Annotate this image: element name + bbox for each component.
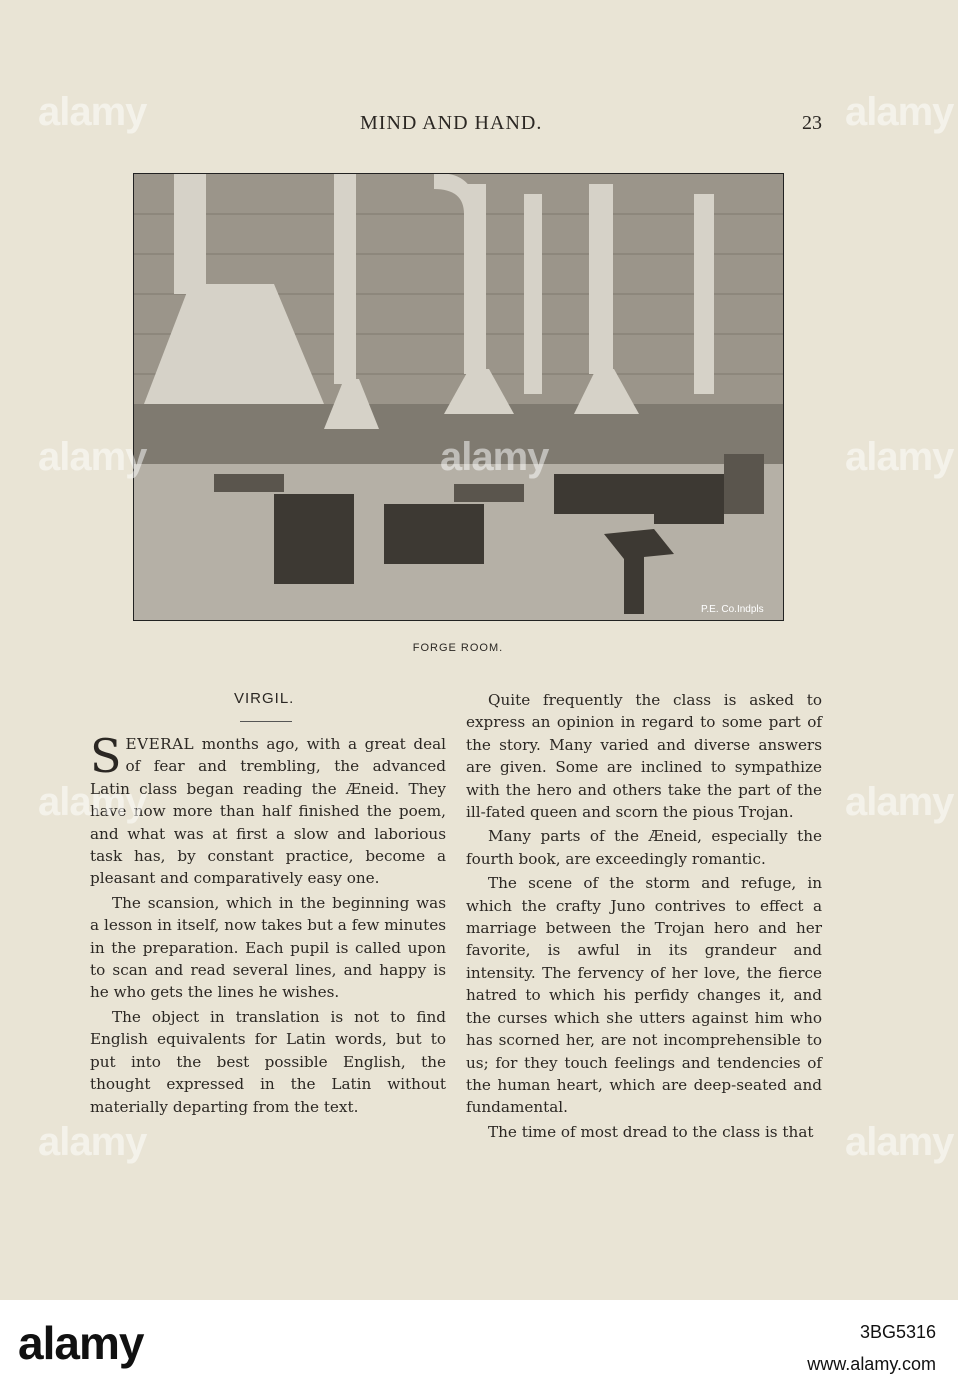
article-title: VIRGIL. <box>234 690 295 707</box>
watermark: alamy <box>845 1120 954 1164</box>
paragraph: Many parts of the Æneid, especially the fourth book, are exceedingly romantic. <box>466 827 822 868</box>
alamy-logo: alamy <box>18 1317 144 1369</box>
opening-words: EVERAL <box>125 735 195 753</box>
paragraph-text: months ago, with a great deal of fear and trembling, the advanced Latin class began reading the Æneid. They have now more than half finished the poem, and what was at first a slow and laborious task has, by constant practice, become a pleasant and comparatively easy one. <box>90 735 446 888</box>
page-number: 23 <box>802 112 822 134</box>
watermark: alamy <box>440 435 549 479</box>
watermark: alamy <box>38 780 147 824</box>
watermark: alamy <box>845 90 954 134</box>
paragraph: The scene of the storm and refuge, in which the crafty Juno contrives to effect a marriage between the Trojan hero and her favorite, is awful in its grandeur and intensity. The fervency of her love, the fierce hatred to which his perfidy changes it, and the curses which she utters against him who has scorned her, are not incomprehensible to us; for they touch feelings and tendencies of the human heart, which are deep-seated and fundamental. <box>466 874 822 1117</box>
title-rule <box>240 721 292 722</box>
watermark: alamy <box>38 435 147 479</box>
drop-cap: S <box>90 729 122 783</box>
paragraph: The time of most dread to the class is that <box>488 1122 814 1141</box>
running-title: MIND AND HAND. <box>360 112 543 134</box>
figure-caption: FORGE ROOM. <box>412 642 504 654</box>
watermark: alamy <box>38 90 147 134</box>
forge-room-photo <box>133 173 784 621</box>
right-column <box>466 689 822 1143</box>
paragraph: The scansion, which in the beginning was a lesson in itself, now takes but a few minutes in the preparation. Each pupil is called upon to scan and read several lines, and happy is he who gets the lines he wishes. <box>90 893 446 1002</box>
paragraph: The object in translation is not to find English equivalents for Latin words, but to put into the best possible English, the thought expressed in the Latin without materially departing from the text. <box>90 1007 446 1116</box>
photo-credit: P.E. Co.Indpls <box>701 604 764 615</box>
watermark: alamy <box>38 1120 147 1164</box>
site-url: www.alamy.com <box>807 1354 936 1374</box>
forge-room-illustration <box>134 174 783 620</box>
stock-footer <box>0 1300 958 1390</box>
image-id: 3BG5316 <box>859 1322 936 1342</box>
paragraph: Quite frequently the class is asked to express an opinion in regard to some part of the story. Many varied and diverse answers are given. Some are inclined to sympathize with the hero and others take the part of the ill-fated queen and scorn the pious Trojan. <box>466 691 822 822</box>
watermark: alamy <box>845 435 954 479</box>
watermark: alamy <box>845 780 954 824</box>
